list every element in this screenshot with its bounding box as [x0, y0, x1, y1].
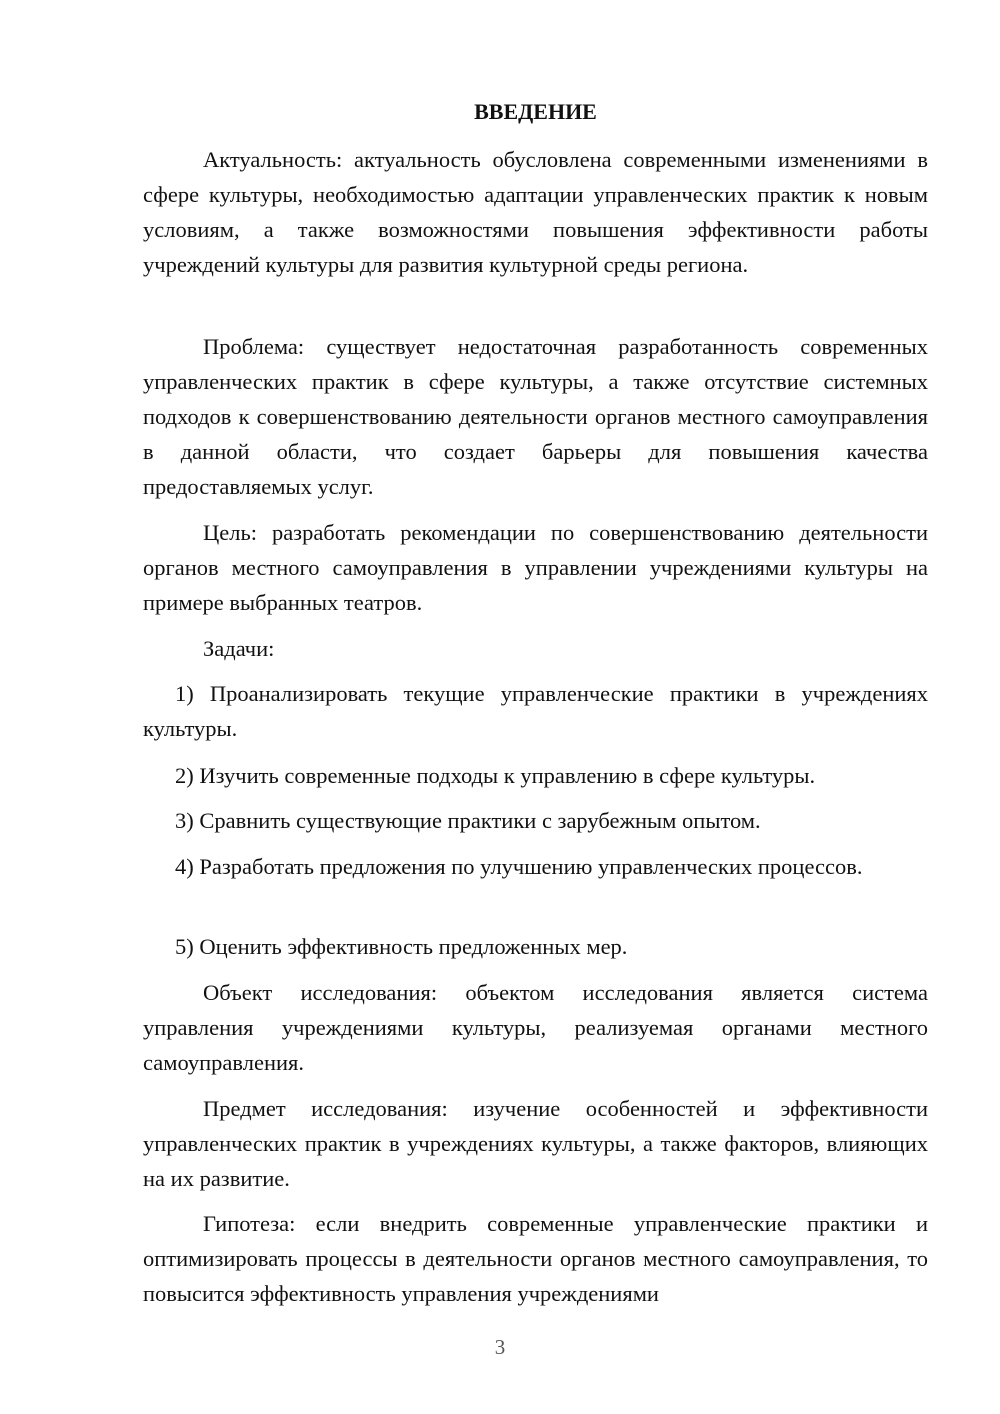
task-item-4: 4) Разработать предложения по улучшению управленческих процессов. — [175, 854, 863, 879]
paragraph-subject: Предмет исследования: изучение особенностей и эффективности управленческих практик в учреждениях культуры, а также факторов, влияющих на их развитие. — [143, 1096, 928, 1191]
page-number: 3 — [494, 1335, 506, 1359]
task-item-2: 2) Изучить современные подходы к управлению в сфере культуры. — [175, 763, 816, 788]
paragraph-relevance: Актуальность: актуальность обусловлена современными изменениями в сфере культуры, необходимостью адаптации управленческих практик к новым условиям, а также возможностями повышения эффективности работы учреждений культуры для развития культурной среды региона. — [143, 147, 928, 277]
paragraph-hypothesis: Гипотеза: если внедрить современные управленческие практики и оптимизировать процессы в деятельности органов местного самоуправления, то повысится эффективность управления учреждениями — [143, 1211, 928, 1306]
task-item-1: 1) Проанализировать текущие управленческие практики в учреждениях культуры. — [143, 681, 928, 741]
paragraph-object: Объект исследования: объектом исследования является система управления учреждениями культуры, реализуемая органами местного самоуправления. — [143, 980, 928, 1075]
task-item-3: 3) Сравнить существующие практики с зарубежным опытом. — [175, 808, 761, 833]
task-item-5: 5) Оценить эффективность предложенных мер. — [175, 934, 628, 959]
paragraph-problem: Проблема: существует недостаточная разработанность современных управленческих практик в сфере культуры, а также отсутствие системных подходов к совершенствованию деятельности органов местного самоуправления в данной области, что создает барьеры для повышения качества предоставляемых услуг. — [143, 334, 928, 499]
section-heading: ВВЕДЕНИЕ — [474, 99, 597, 124]
paragraph-goal: Цель: разработать рекомендации по совершенствованию деятельности органов местного самоуправления в управлении учреждениями культуры на примере выбранных театров. — [143, 520, 928, 615]
tasks-label: Задачи: — [203, 636, 275, 661]
